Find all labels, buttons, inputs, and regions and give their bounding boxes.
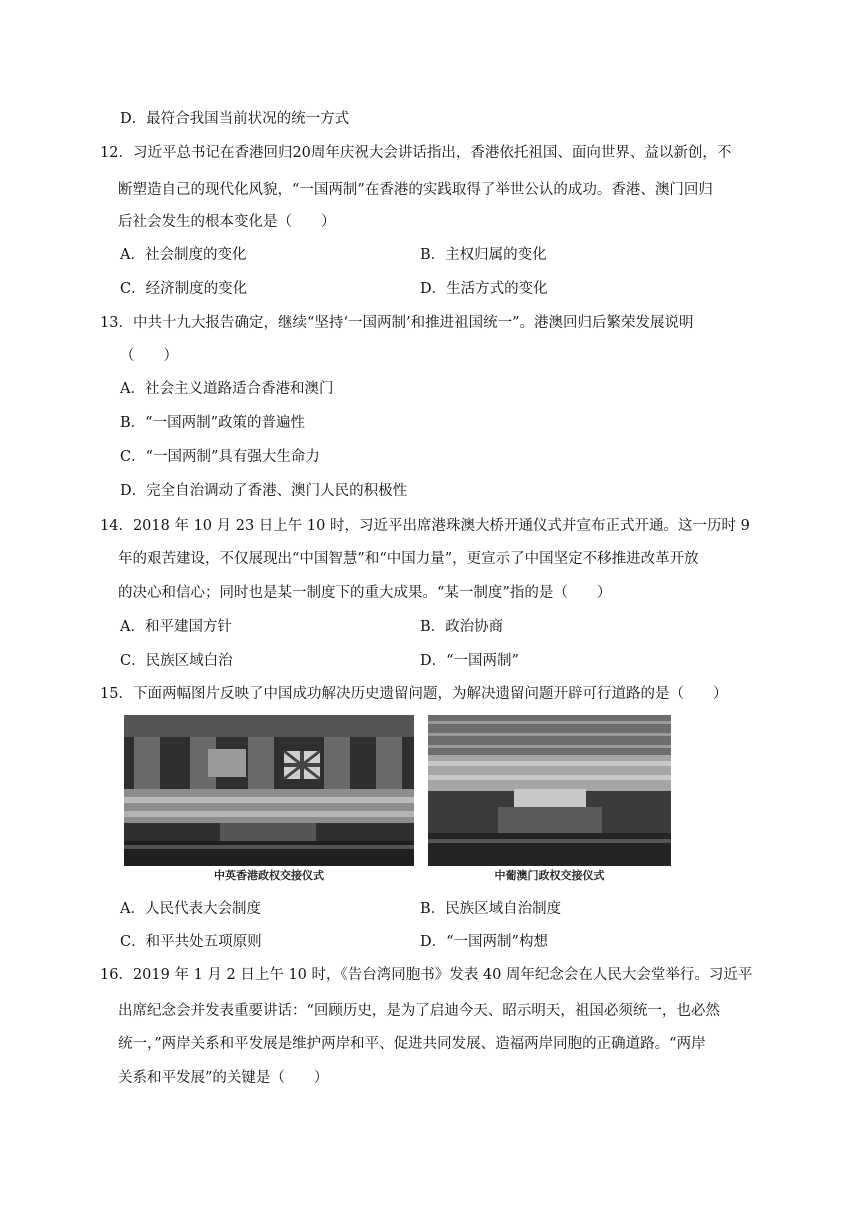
q15-option-d: D．“一国两制”构想 [420, 934, 548, 950]
q14-stem-line-3: 的决心和信心；同时也是某一制度下的重大成果。“某一制度”指的是（ ） [118, 585, 612, 601]
q13-stem-line-1: 13．中共十九大报告确定，继续“坚持‘一国两制’和推进祖国统一”。港澳回归后繁荣发展说明 [100, 315, 694, 331]
q12-option-b: B．主权归属的变化 [420, 247, 547, 263]
q15-stem-line-1: 15．下面两幅图片反映了中国成功解决历史遗留问题，为解决遗留问题开辟可行道路的是（ ） [100, 686, 728, 702]
q14-stem-line-2: 年的艰苦建设，不仅展现出“中国智慧”和“中国力量”，更宣示了中国坚定不移推进改革开放 [118, 551, 699, 567]
hongkong-photo-caption: 中英香港政权交接仪式 [214, 869, 324, 882]
q13-option-d: D．完全自治调动了香港、澳门人民的积极性 [120, 483, 408, 499]
q15-option-a: A．人民代表大会制度 [120, 901, 261, 917]
q11-option-d: D．最符合我国当前状况的统一方式 [120, 111, 350, 127]
q12-option-a: A．社会制度的变化 [120, 247, 247, 263]
q13-option-c: C．“一国两制”具有强大生命力 [120, 449, 320, 465]
q14-option-d: D．“一国两制” [420, 653, 519, 669]
hongkong-handover-photo [124, 715, 414, 866]
macau-photo-caption: 中葡澳门政权交接仪式 [494, 869, 605, 882]
q13-stem-line-2: （ ） [120, 348, 178, 364]
q14-option-a: A．和平建国方针 [120, 619, 232, 635]
q16-stem-line-3: 统一，”两岸关系和平发展是维护两岸和平、促进共同发展、造福两岸同胞的正确道路。“两岸 [118, 1036, 706, 1052]
q16-stem-line-4: 关系和平发展”的关键是（ ） [118, 1070, 329, 1086]
q16-stem-line-1: 16．2019 年 1 月 2 日上午 10 时，《告台湾同胞书》发表 40 周年纪念会在人民大会堂举行。习近平 [100, 967, 753, 983]
q12-stem-line-3: 后社会发生的根本变化是（ ） [118, 214, 336, 230]
q15-option-b: B．民族区域自治制度 [420, 901, 562, 917]
q13-option-a: A．社会主义道路适合香港和澳门 [120, 381, 334, 397]
q14-stem-line-1: 14．2018 年 10 月 23 日上午 10 时，习近平出席港珠澳大桥开通仪式并宣布正式开通。这一历时 9 [100, 518, 750, 534]
q14-option-c: C．民族区域白治 [120, 653, 233, 669]
q12-option-d: D．生活方式的变化 [420, 281, 548, 297]
q12-stem-line-1: 12．习近平总书记在香港回归20周年庆祝大会讲话指出，香港依托祖国、面向世界、益以新创，不 [100, 145, 732, 161]
q12-option-c: C．经济制度的变化 [120, 281, 248, 297]
macau-handover-photo [428, 715, 671, 866]
q12-stem-line-2: 断塑造自己的现代化风貌，“一国两制”在香港的实践取得了举世公认的成功。香港、澳门回归 [118, 182, 713, 198]
q13-option-b: B．“一国两制”政策的普遍性 [120, 415, 305, 431]
q15-option-c: C．和平共处五项原则 [120, 934, 262, 950]
q16-stem-line-2: 出席纪念会并发表重要讲话：“回顾历史，是为了启迪今天、昭示明天，祖国必须统一，也必然 [118, 1003, 720, 1019]
q14-option-b: B．政治协商 [420, 619, 504, 635]
